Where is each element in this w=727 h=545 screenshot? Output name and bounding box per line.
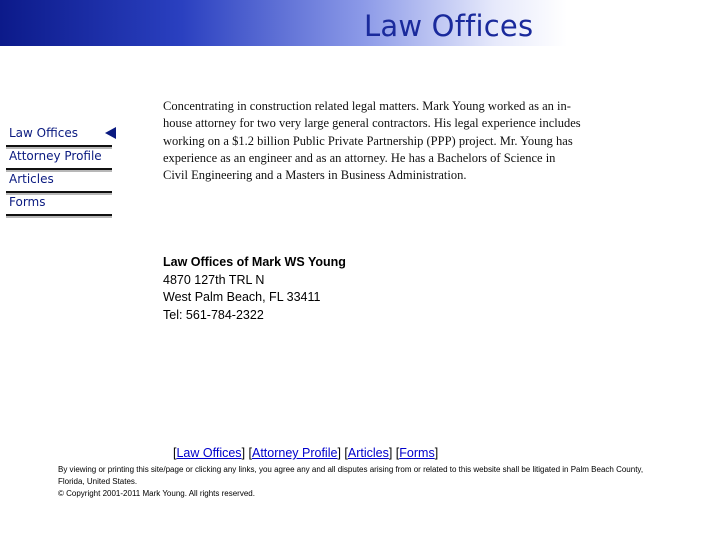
copyright-notice: © Copyright 2001-2011 Mark Young. All rights reserved. [58, 489, 255, 498]
sidebar-item-law-offices[interactable] [6, 124, 112, 147]
phone-number: Tel: 561-784-2322 [163, 307, 264, 322]
footer-link-attorney-profile[interactable]: Attorney Profile [251, 446, 338, 460]
footer-link-law-offices[interactable]: Law Offices [176, 446, 242, 460]
footer-nav: [Law Offices] [Attorney Profile] [Articles] [Forms] [173, 446, 439, 460]
sidebar-item-label: Law Offices [9, 126, 78, 140]
sidebar-nav [6, 124, 112, 216]
sidebar-item-articles[interactable] [6, 170, 112, 193]
header-banner [0, 0, 727, 46]
sidebar-item-forms[interactable] [6, 193, 112, 216]
sidebar-item-label: Articles [9, 172, 54, 186]
street-address: 4870 127th TRL N [163, 272, 265, 287]
footer-link-articles[interactable]: Articles [347, 446, 389, 460]
footer-link-forms[interactable]: Forms [399, 446, 435, 460]
city-state-zip: West Palm Beach, FL 33411 [163, 290, 321, 304]
sidebar-item-label: Attorney Profile [9, 149, 102, 163]
firm-name: Law Offices of Mark WS Young [163, 255, 346, 269]
contact-address [163, 254, 346, 324]
intro-paragraph: Concentrating in construction related legal matters. Mark Young worked as an in-house attorney for two very large general contractors. His legal experience includes working on a $1.2 billion Public Private Partnership (PPP) project. Mr. Young has experience as an engineer and as an attorney. He has a Bachelors of Science in Civil Engineering and a Masters in Business Administration. [163, 99, 581, 183]
site-title: Law Offices [364, 9, 534, 43]
sidebar-item-label: Forms [9, 195, 46, 209]
legal-disclaimer: By viewing or printing this site/page or clicking any links, you agree any and all disputes arising from or related to this website shall be litigated in Palm Beach County, Florida, United States. [58, 465, 644, 486]
sidebar-item-attorney-profile[interactable] [6, 147, 112, 170]
active-arrow-icon [105, 127, 116, 139]
